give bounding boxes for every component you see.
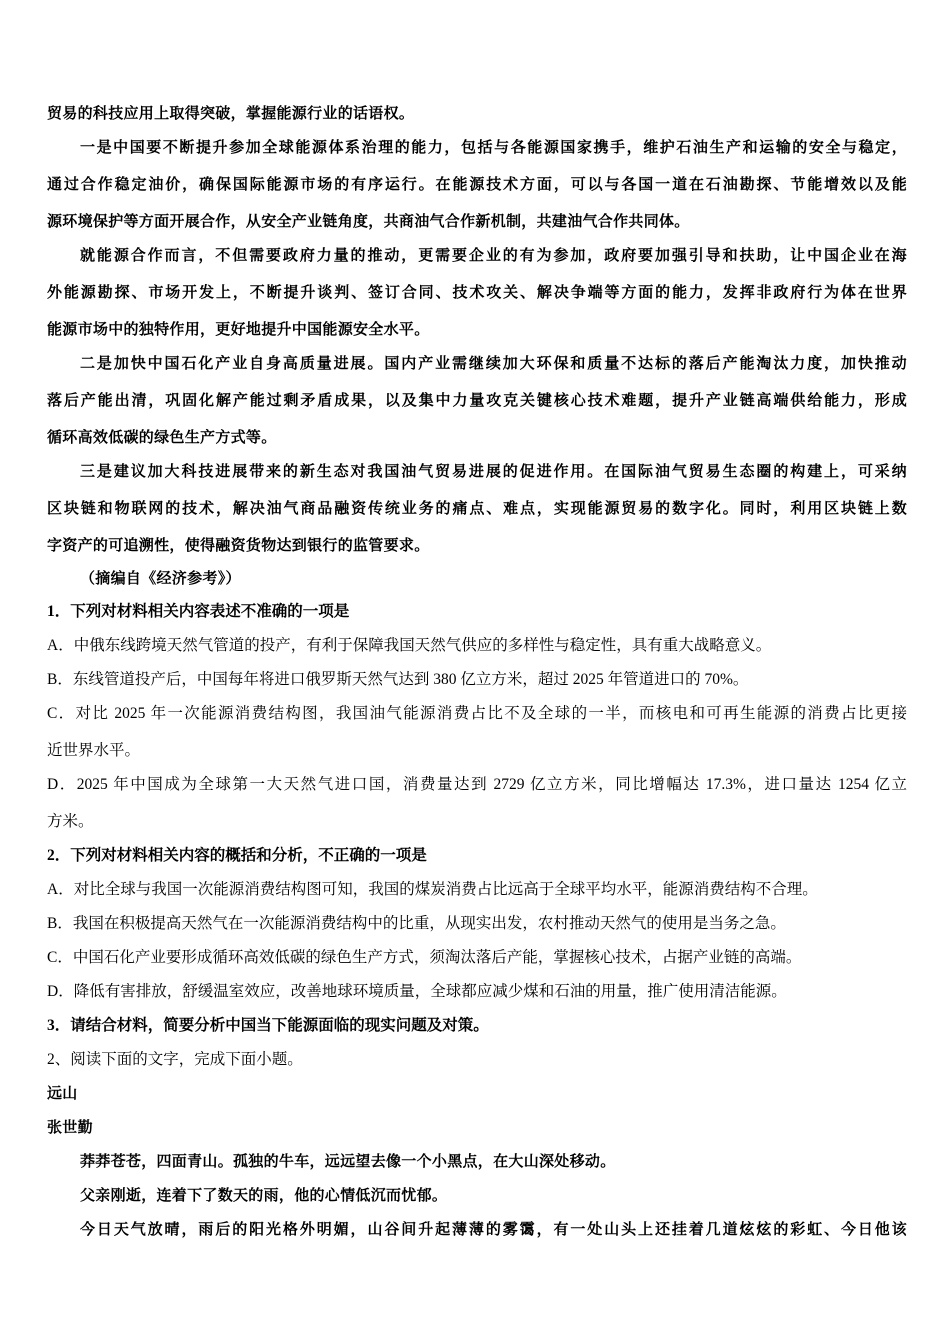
story-paragraph: 父亲刚逝，连着下了数天的雨，他的心情低沉而忧郁。 — [80, 1186, 448, 1204]
option-b: B．东线管道投产后，中国每年将进口俄罗斯天然气达到 380 亿立方米，超过 2025 年管道进口的 70%。 — [47, 671, 749, 688]
story-paragraph: 今日天气放晴，雨后的阳光格外明媚，山谷间升起薄薄的雾霭，有一处山头上还挂着几道炫炫的彩虹、今日他该 — [80, 1220, 907, 1238]
paragraph-line: 区块链和物联网的技术，解决油气商品融资传统业务的痛点、难点，实现能源贸易的数字化。同时，利用区块链上数 — [47, 499, 907, 517]
source-citation: （摘编自《经济参考》） — [80, 569, 241, 587]
paragraph-line: 外能源勘探、市场开发上，不断提升谈判、签订合同、技术攻关、解决争端等方面的能力，发挥非政府行为体在世界 — [47, 283, 907, 301]
option-a: A．中俄东线跨境天然气管道的投产，有利于保障我国天然气供应的多样性与稳定性，具有重大战略意义。 — [47, 637, 772, 654]
option-c: C．对比 2025 年一次能源消费结构图，我国油气能源消费占比不及全球的一半，而核电和可再生能源的消费占比更接 — [47, 705, 907, 722]
paragraph-line: 三是建议加大科技进展带来的新生态对我国油气贸易进展的促进作用。在国际油气贸易生态圈的构建上，可采纳 — [80, 462, 907, 480]
option-a: A．对比全球与我国一次能源消费结构图可知，我国的煤炭消费占比远高于全球平均水平，能源消费结构不合理。 — [47, 881, 818, 898]
option-d: D．2025 年中国成为全球第一大天然气进口国，消费量达到 2729 亿立方米，同比增幅达 17.3%，进口量达 1254 亿立 — [47, 776, 907, 793]
option-c-continued: 近世界水平。 — [47, 742, 141, 759]
story-paragraph: 莽莽苍苍，四面青山。孤独的牛车，远远望去像一个小黑点，在大山深处移动。 — [80, 1152, 616, 1170]
paragraph-line: 能源市场中的独特作用，更好地提升中国能源安全水平。 — [47, 320, 430, 338]
story-author: 张世勤 — [47, 1118, 93, 1136]
question-stem: 2．下列对材料相关内容的概括和分析，不正确的一项是 — [47, 847, 427, 864]
paragraph-line: 通过合作稳定油价，确保国际能源市场的有序运行。在能源技术方面，可以与各国一道在石油勘探、节能增效以及能 — [47, 175, 907, 193]
option-c: C．中国石化产业要形成循环高效低碳的绿色生产方式，须淘汰落后产能，掌握核心技术，占据产业链的高端。 — [47, 949, 802, 966]
question-stem: 1．下列对材料相关内容表述不准确的一项是 — [47, 603, 350, 620]
paragraph-line: 贸易的科技应用上取得突破，掌握能源行业的话语权。 — [47, 104, 415, 122]
section-intro: 2、阅读下面的文字，完成下面小题。 — [47, 1051, 303, 1068]
paragraph-line: 落后产能出清，巩固化解产能过剩矛盾成果，以及集中力量攻克关键核心技术难题，提升产业链高端供给能力，形成 — [47, 391, 907, 409]
option-b: B．我国在积极提高天然气在一次能源消费结构中的比重，从现实出发，农村推动天然气的使用是当务之急。 — [47, 915, 786, 932]
paragraph-line: 一是中国要不断提升参加全球能源体系治理的能力，包括与各能源国家携手，维护石油生产和运输的安全与稳定， — [80, 138, 907, 156]
option-d-continued: 方米。 — [47, 813, 94, 830]
paragraph-line: 循环高效低碳的绿色生产方式等。 — [47, 428, 277, 446]
paragraph-line: 二是加快中国石化产业自身高质量进展。国内产业需继续加大环保和质量不达标的落后产能淘汰力度，加快推动 — [80, 354, 907, 372]
paragraph-line: 就能源合作而言，不但需要政府力量的推动，更需要企业的有为参加，政府要加强引导和扶助，让中国企业在海 — [80, 246, 907, 264]
story-title: 远山 — [47, 1084, 78, 1102]
question-stem: 3．请结合材料，简要分析中国当下能源面临的现实问题及对策。 — [47, 1017, 489, 1034]
paragraph-line: 字资产的可追溯性，使得融资货物达到银行的监管要求。 — [47, 536, 430, 554]
option-d: D．降低有害排放，舒缓温室效应，改善地球环境质量，全球都应减少煤和石油的用量，推广使用清洁能源。 — [47, 983, 787, 1000]
paragraph-line: 源环境保护等方面开展合作，从安全产业链角度，共商油气合作新机制，共建油气合作共同体。 — [47, 212, 690, 230]
